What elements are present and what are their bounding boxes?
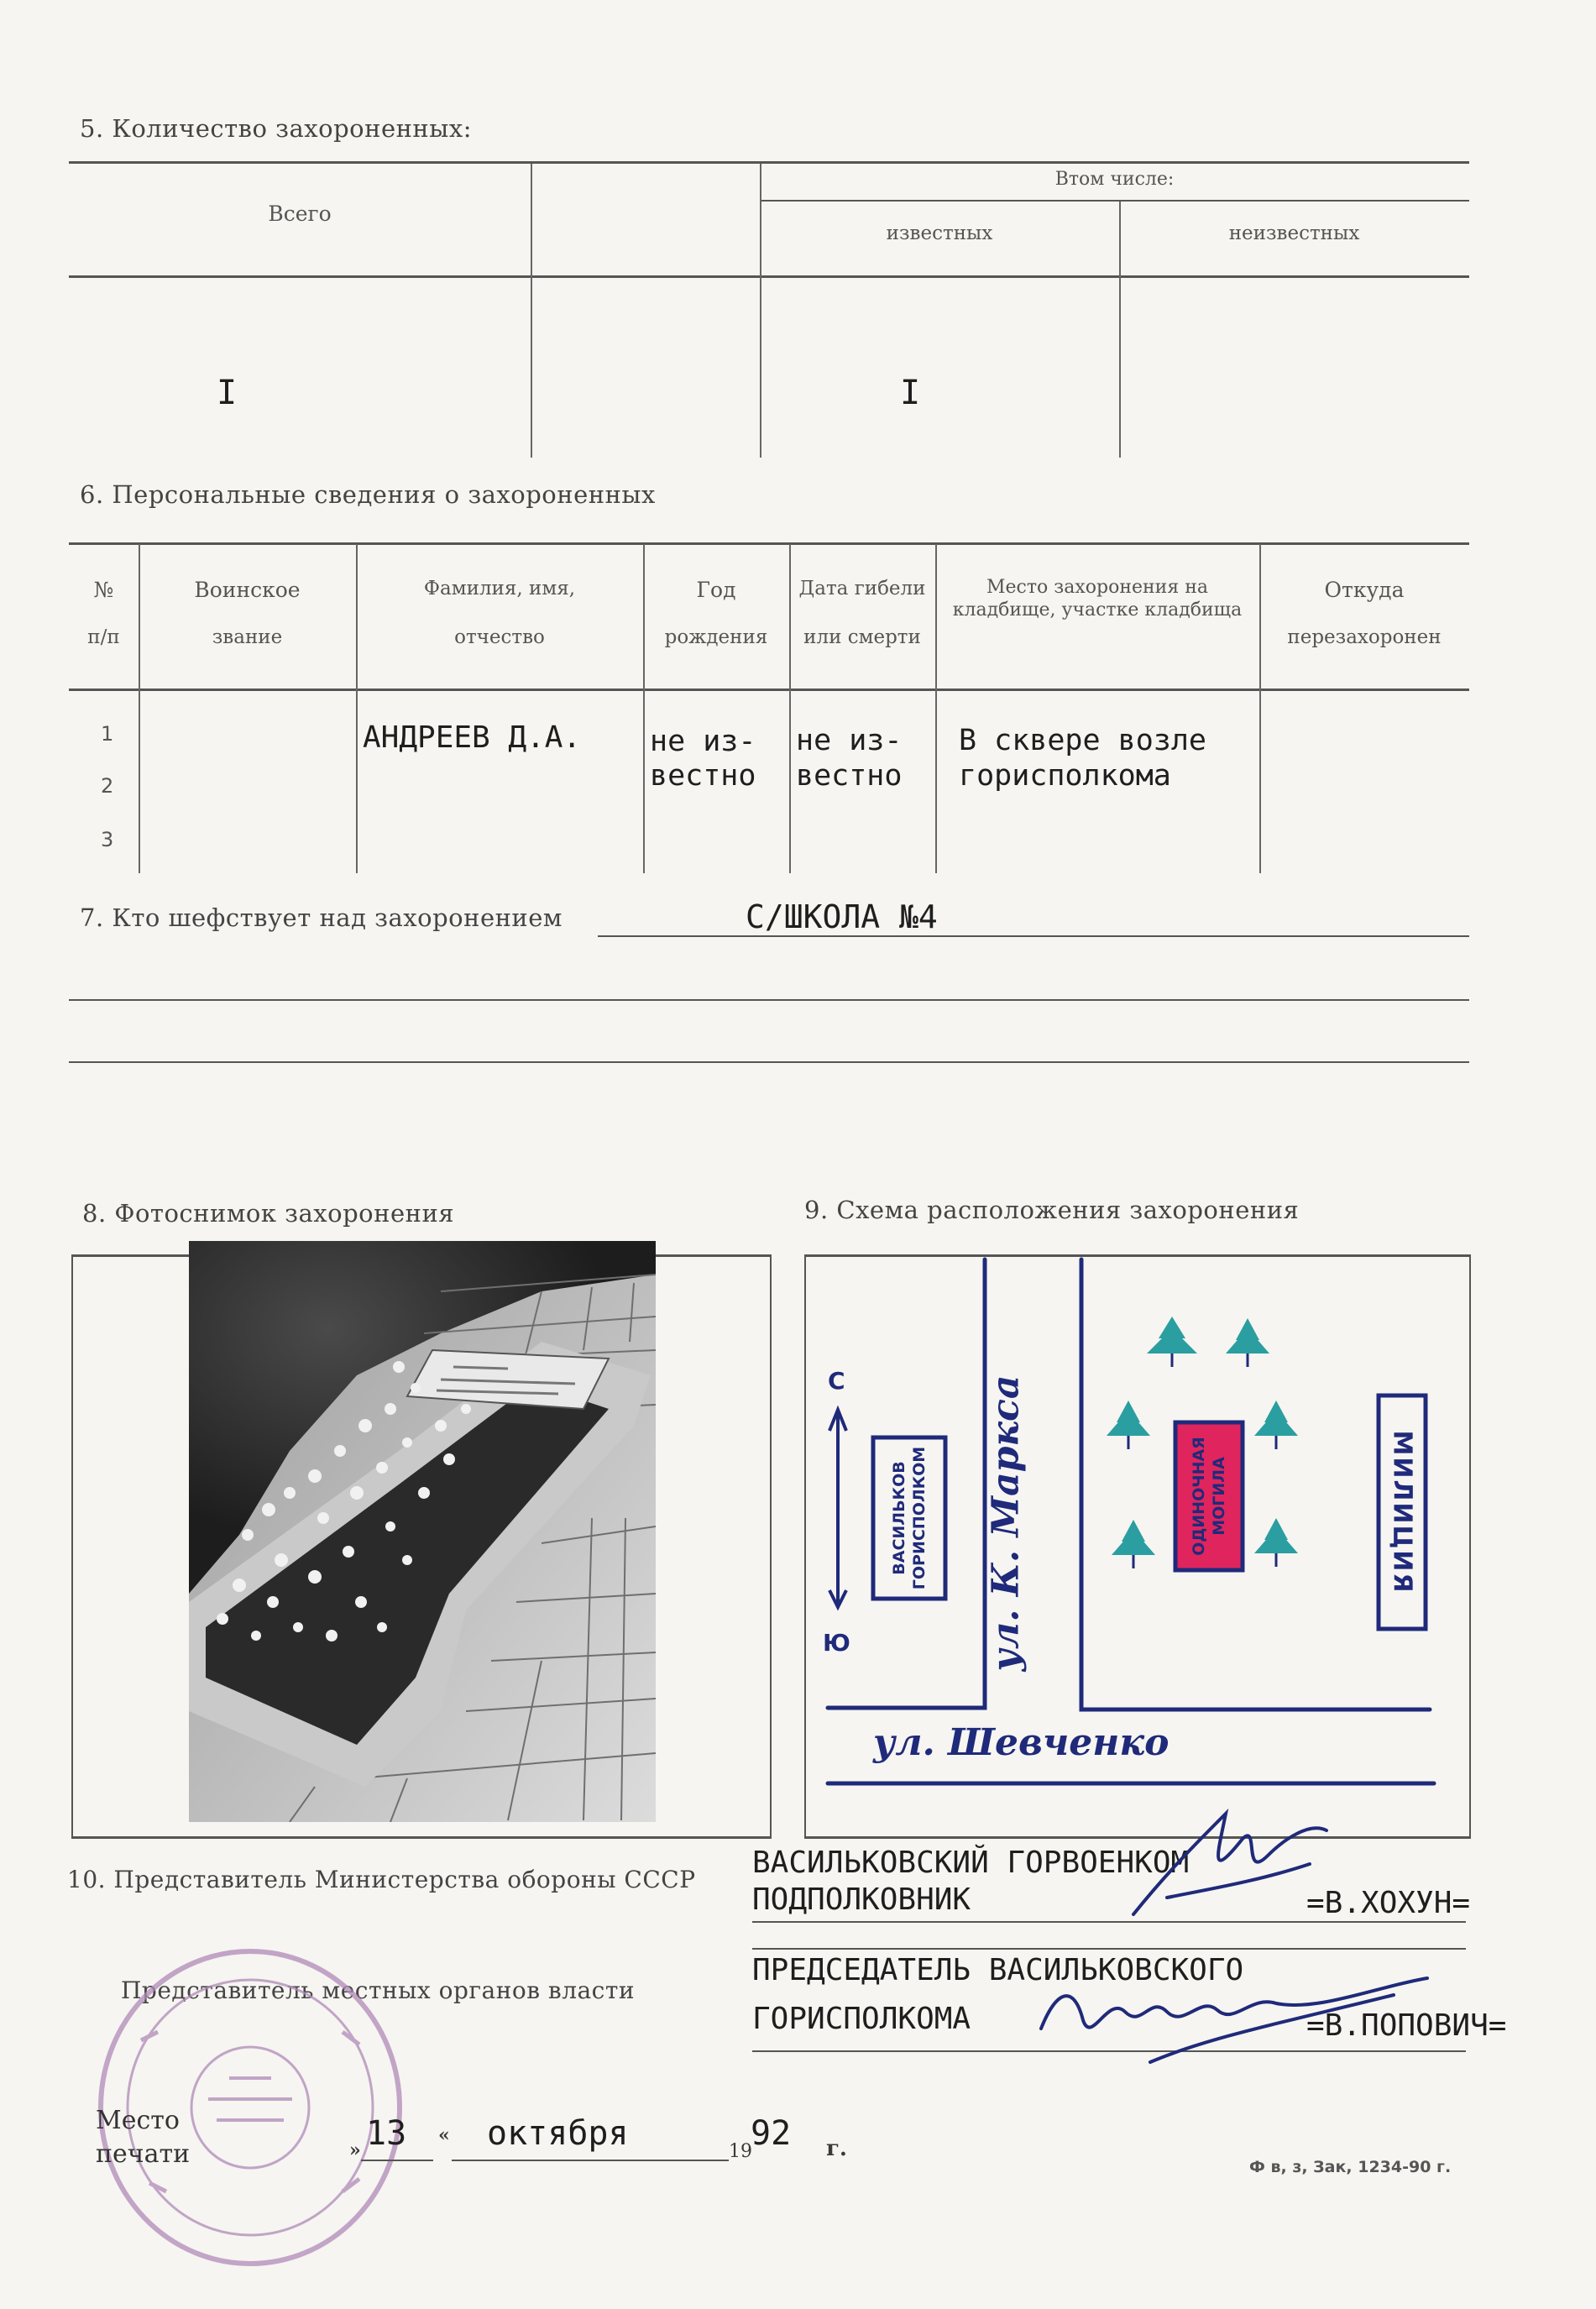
table6-col-divider [935,544,937,873]
section-8-title: 8. Фотоснимок захоронения [82,1199,455,1228]
date-quote-close: « [438,2124,450,2146]
street-bottom-label: ул. Шевченко [873,1721,1170,1764]
patron-value: С/ШКОЛА №4 [746,898,938,935]
h-num-1: № [93,578,114,602]
street-vertical-label: ул. К. Маркса [984,1374,1028,1672]
year-prefix: 19 [729,2141,752,2162]
local-rep-name: =В.ПОПОВИЧ= [1306,2008,1507,2043]
date-month: октября [487,2114,629,2153]
death-date-line2: вестно [796,759,903,793]
col-total-header: Всего [268,202,332,226]
total-count-value: I [217,374,238,412]
section-5-title: 5. Количество захороненных: [80,114,472,143]
h-from-2: перезахоронен [1287,626,1442,648]
printer-mark: Ф в, з, Зак, 1234-90 г. [1249,2158,1452,2176]
table5-subheader-rule [760,200,1469,202]
local-rep-line1: ПРЕДСЕДАТЕЛЬ ВАСИЛЬКОВСКОГО [752,1953,1244,1987]
h-name-2: отчество [454,626,545,648]
building-left-label: ВАСИЛЬКОВ ГОРИСПОЛКОМ [890,1446,929,1590]
local-signature [1024,1961,1461,2071]
h-from-1: Откуда [1324,578,1405,602]
table5-top-rule [69,161,1469,164]
h-rank-1: Воинское [194,578,301,602]
date-year: 92 [751,2114,792,2153]
mod-rep-line1: ВАСИЛЬКОВСКИЙ ГОРВОЕНКОМ [752,1846,1190,1880]
table5-col-divider [760,164,761,458]
south-label: Ю [823,1629,850,1657]
burial-photo [189,1241,656,1822]
section-10-label: 10. Представитель Министерства обороны СССР [67,1866,696,1893]
burial-place-line2: горисполкома [959,759,1171,793]
section-6-title: 6. Персональные сведения о захороненных [80,480,656,509]
birth-year-line1: не из- [650,725,756,758]
month-underline [452,2160,729,2161]
row-number: 2 [101,774,114,798]
row-number: 3 [101,828,114,851]
section-7-label: 7. Кто шефствует над захоронением [80,903,563,932]
col-known-header: известных [886,223,993,244]
local-top-line [752,1948,1466,1950]
h-birth-1: Год [696,578,736,602]
year-suffix: г. [826,2136,847,2161]
section-9-title: 9. Схема расположения захоронения [804,1196,1300,1224]
h-num-2: п/п [87,626,120,648]
building-right-label: МИЛИЦИЯ [1387,1430,1417,1594]
date-quote-open: » [349,2139,361,2161]
day-underline [361,2160,433,2161]
stamp-place-label-2: печати [96,2139,191,2169]
stamp-place-label-1: Место [96,2106,180,2135]
known-count-value: I [900,374,921,412]
blank-line [69,1061,1469,1063]
patron-underline [598,935,1469,937]
blank-line [69,999,1469,1001]
burial-place-line1: В сквере возле [959,724,1207,757]
mod-signature [1117,1805,1335,1923]
north-label: С [828,1367,845,1395]
h-death-2: или смерти [803,626,921,648]
person-name: АНДРЕЕВ Д.А. [363,720,582,755]
h-death-1: Дата гибели [798,578,926,600]
mod-signature-line [752,1921,1466,1923]
table5-col-divider [531,164,532,458]
local-rep-label: Представитель местных органов власти [121,1977,636,2004]
mod-rep-line2: ПОДПОЛКОВНИК [752,1882,971,1917]
h-place: Место захоронения на кладбище, участке кладбища [952,577,1243,620]
h-birth-2: рождения [664,626,768,648]
row-number: 1 [101,722,114,746]
col-unknown-header: неизвестных [1228,223,1360,244]
grave-label: ОДИНОЧНАЯ МОГИЛА [1190,1437,1228,1556]
date-day: 13 [366,2114,407,2153]
death-date-line1: не из- [796,724,903,757]
birth-year-line2: вестно [650,759,756,793]
col-of-them-header: Втом числе: [1054,169,1175,190]
h-rank-2: звание [212,626,283,648]
local-rep-line2: ГОРИСПОЛКОМА [752,2002,971,2036]
h-name-1: Фамилия, имя, [423,578,576,600]
mod-rep-name: =В.ХОХУН= [1306,1886,1471,1920]
table5-header-rule [69,275,1469,278]
